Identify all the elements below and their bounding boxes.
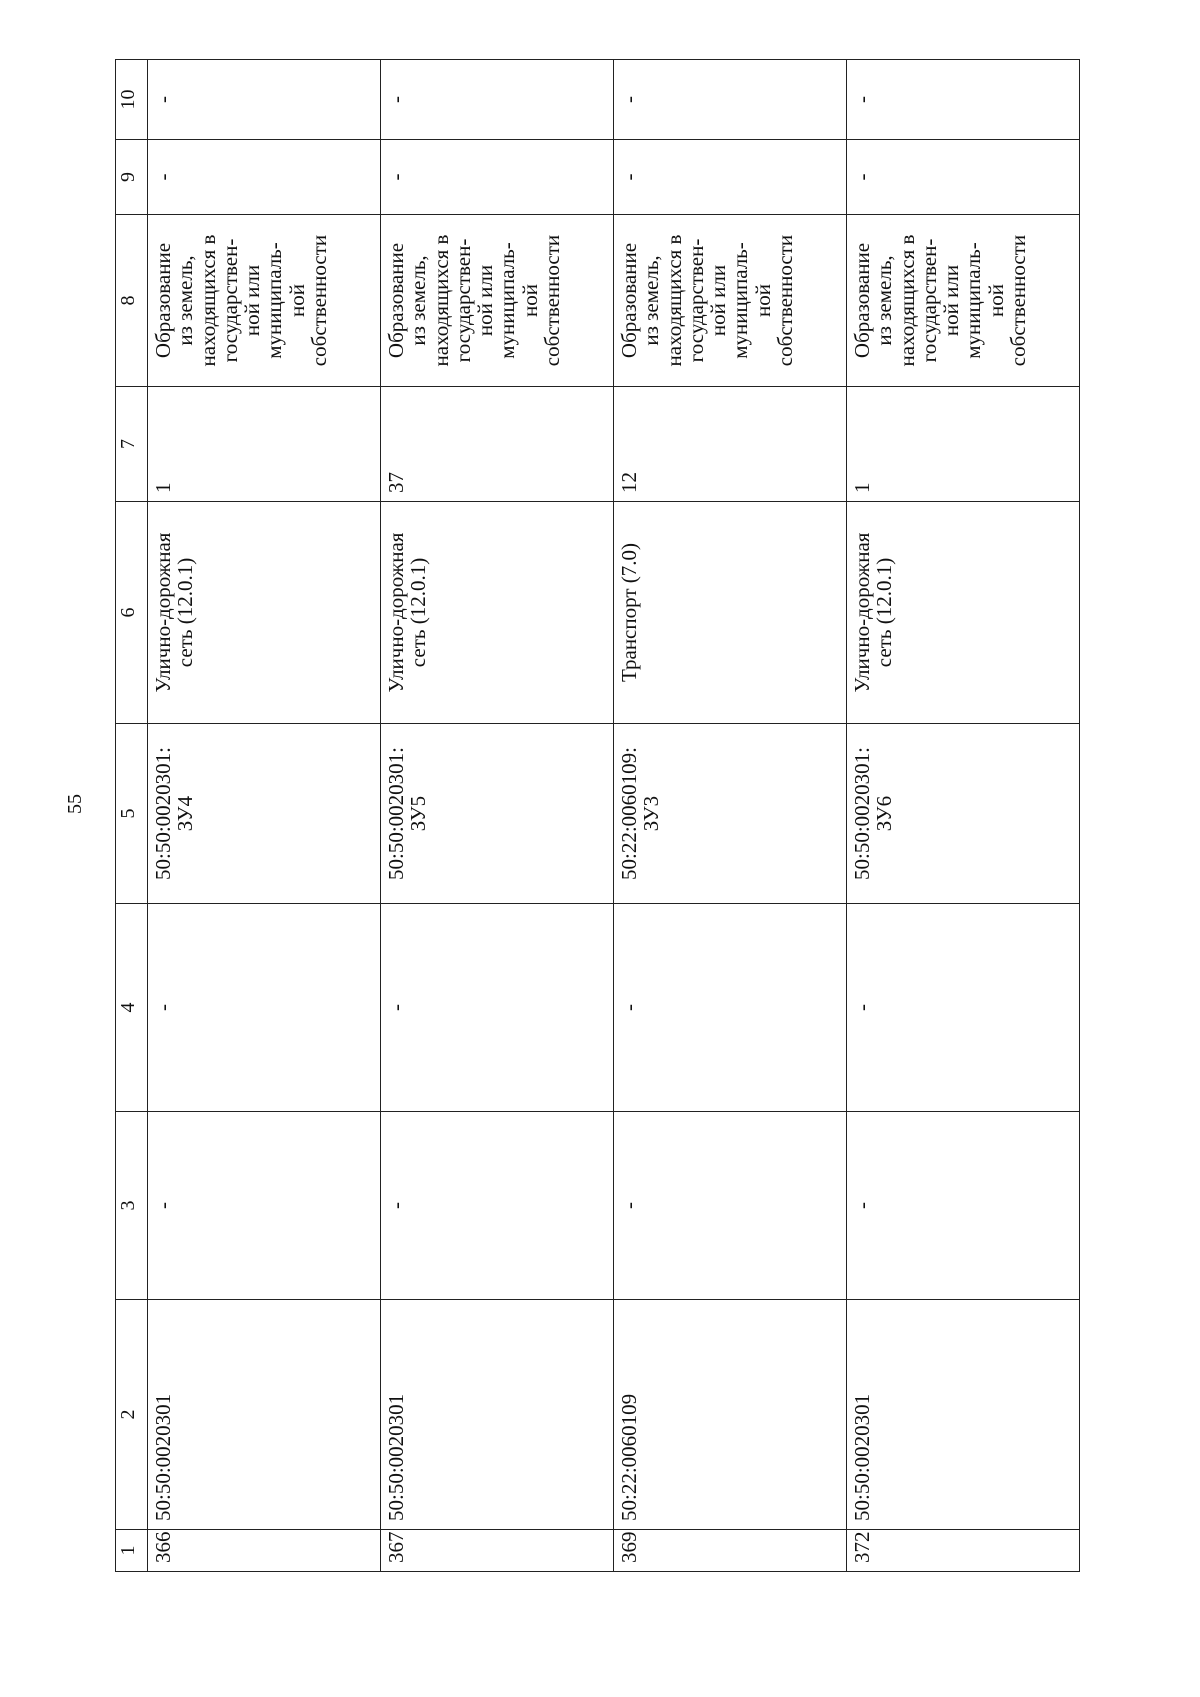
formation-line: ной	[517, 284, 542, 317]
plot-designation-line: 50:50:0020301:	[384, 747, 408, 881]
header-cell: 7	[116, 387, 148, 502]
formation-line: находящихся в	[661, 234, 686, 367]
permitted-use-line: сеть (12.0.1)	[406, 557, 431, 668]
formation-line: государствен-	[217, 238, 242, 363]
formation-line: Образование	[850, 242, 874, 359]
formation-line: собственности	[539, 234, 564, 367]
header-cell: 3	[116, 1112, 148, 1300]
row-number: 367	[381, 1530, 614, 1572]
formation-line: собственности	[772, 234, 797, 367]
header-row	[116, 60, 148, 1572]
row-number: 366	[148, 1530, 381, 1572]
formation-method	[148, 215, 381, 387]
cadastral-quarter: 50:50:0020301	[148, 1300, 381, 1530]
cell-col10: -	[381, 60, 614, 140]
formation-line: собственности	[1005, 234, 1030, 367]
cell-col9: -	[148, 140, 381, 215]
permitted-use	[381, 502, 614, 724]
cadastral-quarter: 50:22:0060109	[614, 1300, 847, 1530]
cell-col3: -	[614, 1112, 847, 1300]
table-row	[148, 60, 381, 1572]
plot-designation-line: 50:50:0020301:	[151, 747, 175, 881]
formation-line: из земель,	[173, 255, 198, 346]
page-number: 55	[64, 794, 86, 814]
formation-line: ной	[983, 284, 1008, 317]
formation-line: находящихся в	[894, 234, 919, 367]
cell-col10: -	[148, 60, 381, 140]
formation-line: находящихся в	[195, 234, 220, 367]
formation-line: Образование	[617, 242, 641, 359]
cell-col4: -	[614, 904, 847, 1112]
permitted-use-line: Улично-дорожная	[384, 532, 408, 693]
plot-designation	[148, 724, 381, 904]
formation-line: из земель,	[872, 255, 897, 346]
cell-col10: -	[614, 60, 847, 140]
formation-line: государствен-	[916, 238, 941, 363]
formation-line: ной или	[939, 264, 963, 337]
formation-line: муниципаль-	[495, 242, 520, 359]
formation-line: из земель,	[406, 255, 431, 346]
permitted-use-line: Улично-дорожная	[151, 532, 175, 693]
formation-line: ной	[750, 284, 775, 317]
cell-col9: -	[847, 140, 1080, 215]
permitted-use	[847, 502, 1080, 724]
formation-method	[381, 215, 614, 387]
formation-line: государствен-	[683, 238, 708, 363]
permitted-use-line: Улично-дорожная	[850, 532, 874, 693]
permitted-use	[148, 502, 381, 724]
cell-col3: -	[847, 1112, 1080, 1300]
cadastral-quarter: 50:50:0020301	[381, 1300, 614, 1530]
formation-line: собственности	[306, 234, 331, 367]
row-number: 372	[847, 1530, 1080, 1572]
formation-line: ной или	[706, 264, 730, 337]
formation-method	[614, 215, 847, 387]
formation-line: ной или	[240, 264, 264, 337]
plot-designation-line: ЗУ4	[173, 795, 198, 832]
cell-col3: -	[148, 1112, 381, 1300]
permitted-use	[614, 502, 847, 724]
plot-designation-line: ЗУ3	[639, 795, 664, 832]
formation-line: ной	[284, 284, 309, 317]
permitted-use-line: сеть (12.0.1)	[872, 557, 897, 668]
plot-designation-line: 50:22:0060109:	[617, 747, 641, 881]
formation-line: муниципаль-	[728, 242, 753, 359]
cadastral-quarter: 50:50:0020301	[847, 1300, 1080, 1530]
table-row	[381, 60, 614, 1572]
header-cell: 10	[116, 60, 148, 140]
formation-line: ной или	[473, 264, 497, 337]
plot-designation	[381, 724, 614, 904]
cell-col7: 37	[381, 387, 614, 502]
plot-designation	[614, 724, 847, 904]
formation-line: Образование	[384, 242, 408, 359]
plot-designation	[847, 724, 1080, 904]
rotated-table-wrapper	[115, 60, 1051, 1572]
header-cell: 6	[116, 502, 148, 724]
plot-designation-line: ЗУ6	[872, 795, 897, 832]
header-cell: 9	[116, 140, 148, 215]
permitted-use-line: сеть (12.0.1)	[173, 557, 198, 668]
formation-line: из земель,	[639, 255, 664, 346]
header-cell: 1	[116, 1530, 148, 1572]
formation-method	[847, 215, 1080, 387]
cell-col9: -	[381, 140, 614, 215]
header-cell: 8	[116, 215, 148, 387]
cell-col4: -	[148, 904, 381, 1112]
cell-col7: 1	[148, 387, 381, 502]
header-cell: 4	[116, 904, 148, 1112]
header-cell: 2	[116, 1300, 148, 1530]
cell-col10: -	[847, 60, 1080, 140]
cell-col4: -	[381, 904, 614, 1112]
cell-col9: -	[614, 140, 847, 215]
plot-designation-line: ЗУ5	[406, 795, 431, 832]
formation-line: муниципаль-	[262, 242, 287, 359]
formation-line: Образование	[151, 242, 175, 359]
cell-col3: -	[381, 1112, 614, 1300]
permitted-use-line: Транспорт (7.0)	[617, 542, 641, 683]
formation-line: находящихся в	[428, 234, 453, 367]
table-row	[847, 60, 1080, 1572]
cell-col4: -	[847, 904, 1080, 1112]
formation-line: муниципаль-	[961, 242, 986, 359]
row-number: 369	[614, 1530, 847, 1572]
cell-col7: 12	[614, 387, 847, 502]
land-plots-table	[115, 59, 1080, 1572]
table-row	[614, 60, 847, 1572]
plot-designation-line: 50:50:0020301:	[850, 747, 874, 881]
header-cell: 5	[116, 724, 148, 904]
cell-col7: 1	[847, 387, 1080, 502]
formation-line: государствен-	[450, 238, 475, 363]
